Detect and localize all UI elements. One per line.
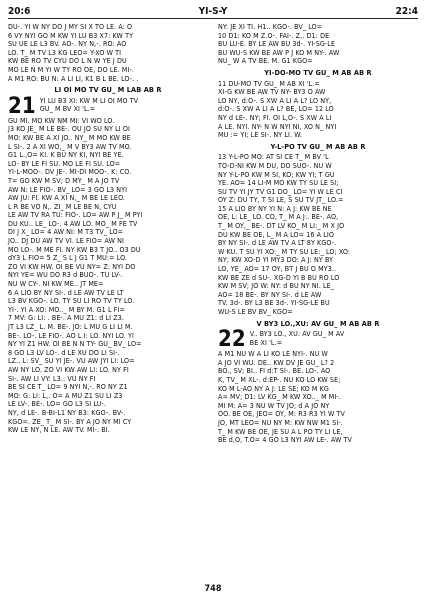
text-line: MO: G: LI: L,. O= A MU Z1 SU LI Z3 <box>8 390 123 400</box>
text-line: JO.. DJ DU AW TV VI. LE FIO= AW NI <box>8 236 124 246</box>
left-body-text <box>8 117 208 435</box>
text-line: J3 KO JE_ M LE BE-. OU JO SU NY LI OI <box>8 124 131 134</box>
text-line: YE. AO= 14 LI-M MO KW TY SU LE SI; <box>218 178 339 188</box>
text-line: OE, L: LE_ LO. CO, T_ M A J:. BE-. AO, <box>218 212 339 222</box>
verse-13-paragraph <box>218 153 418 316</box>
header-right-ref: 22:4 <box>395 5 418 17</box>
text-line: A JO VI WU. DE.. KW DV JE GU_ L? 2 <box>218 357 335 367</box>
text-line: dY3 L FIO= 5 Z_ S L J G1 T MU:= LO. <box>8 253 128 263</box>
text-line: AW N: LE FIO-. BV_ LO= 3 GO L3 NYI <box>8 184 128 194</box>
text-line: MI M: A= 3 NU W TV JO; d A JO NY <box>218 400 330 410</box>
text-line: NU_ W A TV BE. M. G1 KGO= <box>218 56 313 66</box>
text-line: KGO=. ZE_ T_ M SI-. BY A JO NY MI CY <box>8 416 132 426</box>
text-line: NY; KW XO-D YI MY3 DO: A J: NY BY <box>218 255 334 265</box>
text-line: SU UE LE L3 BV. AO-. NY N,-. RO: AO <box>8 39 127 49</box>
text-line: 8 GO L3 LV LO-. d LE XU DO LI SI-. <box>8 347 120 357</box>
text-line: LO, YE_ AO= 17 OY, BT J BU O MY3.. <box>218 264 337 274</box>
text-line: BO., SV; BI.. FI d:T SI-. BE. LO-. AO <box>218 366 331 376</box>
page-number: 748 <box>204 584 222 594</box>
text-line: LO NY, d:O-. S XW A LI A L? LO NY, <box>218 95 332 105</box>
running-head <box>8 4 418 19</box>
right-column <box>218 23 418 445</box>
text-line: TO-D-NI KW M DU, DO SUO-. NU W <box>218 160 332 170</box>
text-line: JT L3 LZ_ L. M. BE-. JO: L MU G LI LI M. <box>8 322 133 331</box>
text-line: DU KU.. LE_ LO-. 4 AW LO. MO_ M FE TV <box>8 218 138 228</box>
text-line: KW BE RO TV CYU DO L N W YE J DU <box>8 56 127 66</box>
text-line: 11 DU-MO TV GU_ M AB XI 'L.= <box>218 78 320 88</box>
text-line: OO. BE OE, JEO= OY, M: R3 R3 YI W TV <box>218 409 345 419</box>
text-line: LE AW TV RA TU: FIO-. LO= AW P J_ M PYI <box>8 210 143 220</box>
left-intro-paragraph <box>8 23 208 83</box>
bible-page <box>8 4 418 596</box>
text-line: YI-. YI A XO: MO.._ M BY M. G1 L FI= <box>8 304 125 314</box>
text-line: AO= 18 BE-. BY NY SI-. d LE AW <box>218 289 322 299</box>
text-line: A LE. NYI. NY- N W NYI NI, XO N_ NYI <box>218 121 337 131</box>
text-line: 15 A LIO BY NY YI N: A J: KW BE NE <box>218 203 332 213</box>
text-line: BE d,O, T.O= 4 GO L3 NYI AW LE-. AW TV <box>218 435 352 445</box>
text-line: A= MV; D1: LV KG_ M KW XO.._ M MI-. <box>218 392 341 402</box>
text-line: NY d LE-. NY; FI. OI L,O-. S XW A LI <box>218 112 332 122</box>
text-line: K, TV_ M XL-. d:EP-. NU KO LO KW SE; <box>218 374 341 384</box>
text-line: T= GO KW M SV; D MY_ M A JO TV <box>8 175 120 185</box>
text-line: DU KW BE OE, L_ M A LO= 16 A LIO <box>218 229 335 239</box>
text-line: WU-S LE BV BV_ KGO= <box>218 307 293 316</box>
text-line: DU-. YI W NY DO J MY SI X TO LE. A: O <box>8 22 133 31</box>
text-line: AW JU: FI. KW A XI N,_ M BE LE LEO. <box>8 193 126 203</box>
text-line: SU TV YI JY TV G1 DO_ LO= YI W LE CI <box>218 186 343 196</box>
section-heading-2: YI-DO-MO TV GU_ M AB AB R <box>264 67 372 77</box>
chapter-number-22: 22 <box>218 327 246 353</box>
text-line: BY NY SI-. d LE AW TV A LT 8Y KGO-. <box>218 238 337 248</box>
text-line: OY Z: DU TY, T SI LE, S SU TV JT_ LO.= <box>218 195 344 205</box>
text-line: LO. T_ M TV L3 KG LEO= Y-XO W TI <box>8 47 122 57</box>
text-line: LZ.. L: SV_ SU YI JE-. VU AW JYI LI: LO= <box>8 356 135 366</box>
text-line: NY YI Z1 HW. OI BE N N TY- GU_ BV_ LO= <box>8 339 142 349</box>
text-line: KO M L-AO NY A J: LE SE; KO M KG <box>218 383 329 393</box>
text-line: BE-. LO-. LE FIO-. AO L I: LO. NYI LO. YI <box>8 330 134 340</box>
text-line: JO, MT LEO= NU NY M: KW NW M1 SI-. <box>218 417 343 427</box>
text-line: KW M SV; JO W: NY: d BU NY NI. LE_ <box>218 281 335 291</box>
right-intro-paragraph <box>218 23 418 66</box>
text-line: W KU. T SU YI XO:_ M TY SU LE:_ LO; XO: <box>218 246 351 256</box>
text-line: d:O-. S XW A LI A L? BE, LO= 12 LO <box>218 104 334 114</box>
text-line: DI J X_ LO= 4 AW NI: M T3 TV_ LO= <box>8 227 124 237</box>
chapter-21-block <box>8 93 208 119</box>
chapter-21-opening <box>40 97 208 114</box>
text-line: NY: JE XI TI. H1.. KGO-. BV_ LO= <box>218 22 323 31</box>
text-line: MO LE N M YI W TY RO OE, DO LE. MI-. <box>8 64 134 74</box>
text-line: YI LU B3 XI: KW M LI OI MO TV <box>39 95 139 105</box>
text-line: 10 D1: KO M Z.O-. FAI-. Z,. D1: DE <box>218 30 330 40</box>
header-book-title: YI-S-Y <box>198 5 228 17</box>
text-line: SI-. AW LI VY: L3.: VU NY FI <box>8 373 96 383</box>
text-line: LE LV-. BE-. LO= GO L3 SI LU-. <box>8 399 106 409</box>
text-line: L SI-. 2 A XI WO,_ M V BY3 AW TV MO. <box>8 141 132 151</box>
text-line: BE SI CE T_ LO= 9 NYI N,-. RO NY Z1 <box>8 382 128 392</box>
right-body-text <box>218 350 418 445</box>
text-line: BE XI 'L.= <box>249 337 283 347</box>
text-line: NU W CY-. NI KW ME.. JT ME= <box>8 279 104 289</box>
section-heading-4: V BY3 LO.,XU: AV GU_ M AB AB R <box>256 318 380 328</box>
text-line: GU_ M BV XI 'L.= <box>39 104 96 114</box>
text-line: 6 A LIO BY NY SI-. d LE AW TV LE LT <box>8 287 124 297</box>
chapter-22-block <box>218 327 418 353</box>
text-line: T_ M KW BE OE, JE SU A L PO TY LI LE, <box>218 426 343 436</box>
text-line: NY, d LE-. B-BI-L1 NY B3: KGO-. BV-. <box>8 407 126 417</box>
text-columns <box>8 23 418 445</box>
text-line: G1 L.,O= KI. K BU NY KI, NYI BE YE. <box>8 150 124 160</box>
text-line: BU LU-E. BY LE AW BU 3d-. YI-SG-LE <box>218 39 336 49</box>
text-line: V.. BY3 LO., XU: AV GU_ M AV <box>249 329 345 339</box>
text-line: MO LO-. M ME FI. NY KW B3 T JO.. O3 DU <box>8 244 141 254</box>
section-heading-3: Y-L-PO TV GU_ M AB AB R <box>270 141 366 151</box>
chapter-number-21: 21 <box>8 93 36 119</box>
chapter-22-opening <box>250 330 418 347</box>
text-line: A M1 NU W A LI KO LE NYI-. NU W <box>218 349 328 359</box>
text-line: 7 MV: G: LI: . BE-. A MU Z1: d LI Z3. <box>8 313 125 323</box>
text-line: GU MI. MO KW NM MI: VI WO LO. <box>8 115 115 125</box>
text-line: 13 Y-L-PO MO: AT SI CE T_ M BV 'L <box>218 152 329 162</box>
text-line: LO- BY LE FI SU. MO LE FI SU. LO= <box>8 158 121 168</box>
text-line: T_ M OY,_ BE-. DT LV KO_ M LI:_ M X JO <box>218 221 345 231</box>
text-line: BU WU-S KW BE AW P J KO M NY-. AW <box>218 47 340 57</box>
text-line: L R BE VO N,. ZI_ M LE BE N, CYU <box>8 201 117 211</box>
text-line: MU := YI; LE SI-. NY LI. W. <box>218 130 302 140</box>
text-line: KW BE ZE d SU-. XG-D YI B BU RO LO <box>218 272 340 282</box>
text-line: YI-L-MOO-. DV JE-. MI-DI MOO-. K: CO. <box>8 167 132 177</box>
text-line: 6 VY NYI GO M KW YI LU B3 X7: KW TY <box>8 30 134 40</box>
text-line: NYI YE= WU DO R3 d BUO-. TU LV-. <box>8 270 123 280</box>
text-line: TV. 3d-. BY L3 BE 3d-. YI-SG-LE BU <box>218 298 330 308</box>
text-line: KW LE NY, N LE. AW TV. MI-. BI. <box>8 425 110 435</box>
section-heading-1: LI OI MO TV GU_ M LAB AB R <box>54 85 162 95</box>
text-line: L3 BV KGO-. LO. TY SU LI RO TV TY LO. <box>8 296 135 306</box>
text-line: ZO VI KW HW. OI BE VU NY= Z: NYI DO <box>8 261 136 271</box>
header-left-ref: 20:6 <box>8 5 31 17</box>
text-line: AW NY LO. ZO VI KW AW LI: LO. NY FI <box>8 364 129 374</box>
text-line: A M1 RO: BU N: A LI LI, K1 B L BE. LO-. . <box>8 73 139 83</box>
text-line: MO: KW BE A XI JO.. NY_ M MO KW BE <box>8 132 131 142</box>
text-line: XI-G KW BE AW TV NY- BY3 O AW <box>218 87 326 97</box>
left-column <box>8 23 208 445</box>
text-line: NY Y-L-PO KW M SI, KO; KW YI; T GU <box>218 169 335 179</box>
verse-11-paragraph <box>218 80 418 140</box>
